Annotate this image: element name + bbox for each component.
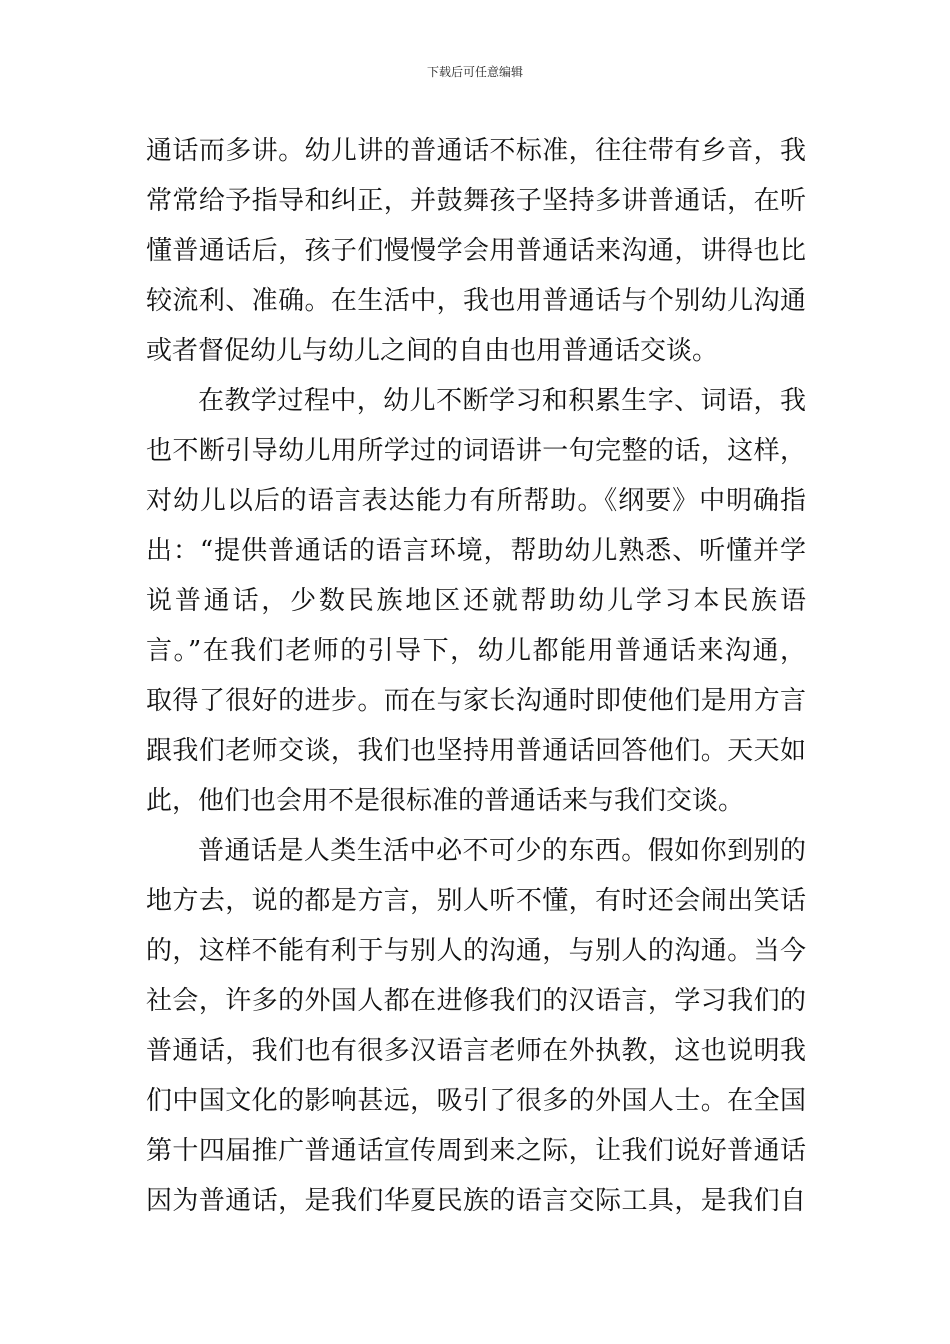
page-header: 下载后可任意编辑 xyxy=(426,65,523,79)
text-line: 常常给予指导和纠正，并鼓舞孩子坚持多讲普通话，在听 xyxy=(146,186,806,216)
text-line: 出：“提供普通话的语言环境，帮助幼儿熟悉、听懂并学 xyxy=(146,536,806,566)
text-line: 第十四届推广普通话宣传周到来之际，让我们说好普通话 xyxy=(146,1136,806,1166)
text-line: 较流利、准确。在生活中，我也用普通话与个别幼儿沟通 xyxy=(146,286,806,316)
text-line: 在教学过程中，幼儿不断学习和积累生字、词语，我 xyxy=(198,386,806,416)
text-line: 通话而多讲。幼儿讲的普通话不标准，往往带有乡音，我 xyxy=(146,136,806,166)
text-line: 取得了很好的进步。而在与家长沟通时即使他们是用方言 xyxy=(146,686,806,716)
text-line: 社会，许多的外国人都在进修我们的汉语言，学习我们的 xyxy=(146,986,806,1016)
text-line: 也不断引导幼儿用所学过的词语讲一句完整的话，这样， xyxy=(146,436,806,466)
document-body xyxy=(146,126,806,1226)
text-line: 普通话是人类生活中必不可少的东西。假如你到别的 xyxy=(198,836,806,866)
text-line: 们中国文化的影响甚远，吸引了很多的外国人士。在全国 xyxy=(146,1086,806,1116)
text-line: 此，他们也会用不是很标准的普通话来与我们交谈。 xyxy=(146,786,745,816)
text-line: 跟我们老师交谈，我们也坚持用普通话回答他们。天天如 xyxy=(146,736,806,766)
text-line: 对幼儿以后的语言表达能力有所帮助。《纲要》中明确指 xyxy=(146,486,806,516)
text-line: 普通话，我们也有很多汉语言老师在外执教，这也说明我 xyxy=(146,1036,806,1066)
text-line: 地方去，说的都是方言，别人听不懂，有时还会闹出笑话 xyxy=(146,886,806,916)
text-line: 言。”在我们老师的引导下，幼儿都能用普通话来沟通， xyxy=(146,636,806,666)
text-line: 说普通话，少数民族地区还就帮助幼儿学习本民族语 xyxy=(146,586,806,616)
text-line: 的，这样不能有利于与别人的沟通，与别人的沟通。当今 xyxy=(146,936,806,966)
text-line: 懂普通话后，孩子们慢慢学会用普通话来沟通，讲得也比 xyxy=(146,236,806,266)
text-line: 因为普通话，是我们华夏民族的语言交际工具，是我们自 xyxy=(146,1186,806,1216)
text-line: 或者督促幼儿与幼儿之间的自由也用普通话交谈。 xyxy=(146,336,719,366)
